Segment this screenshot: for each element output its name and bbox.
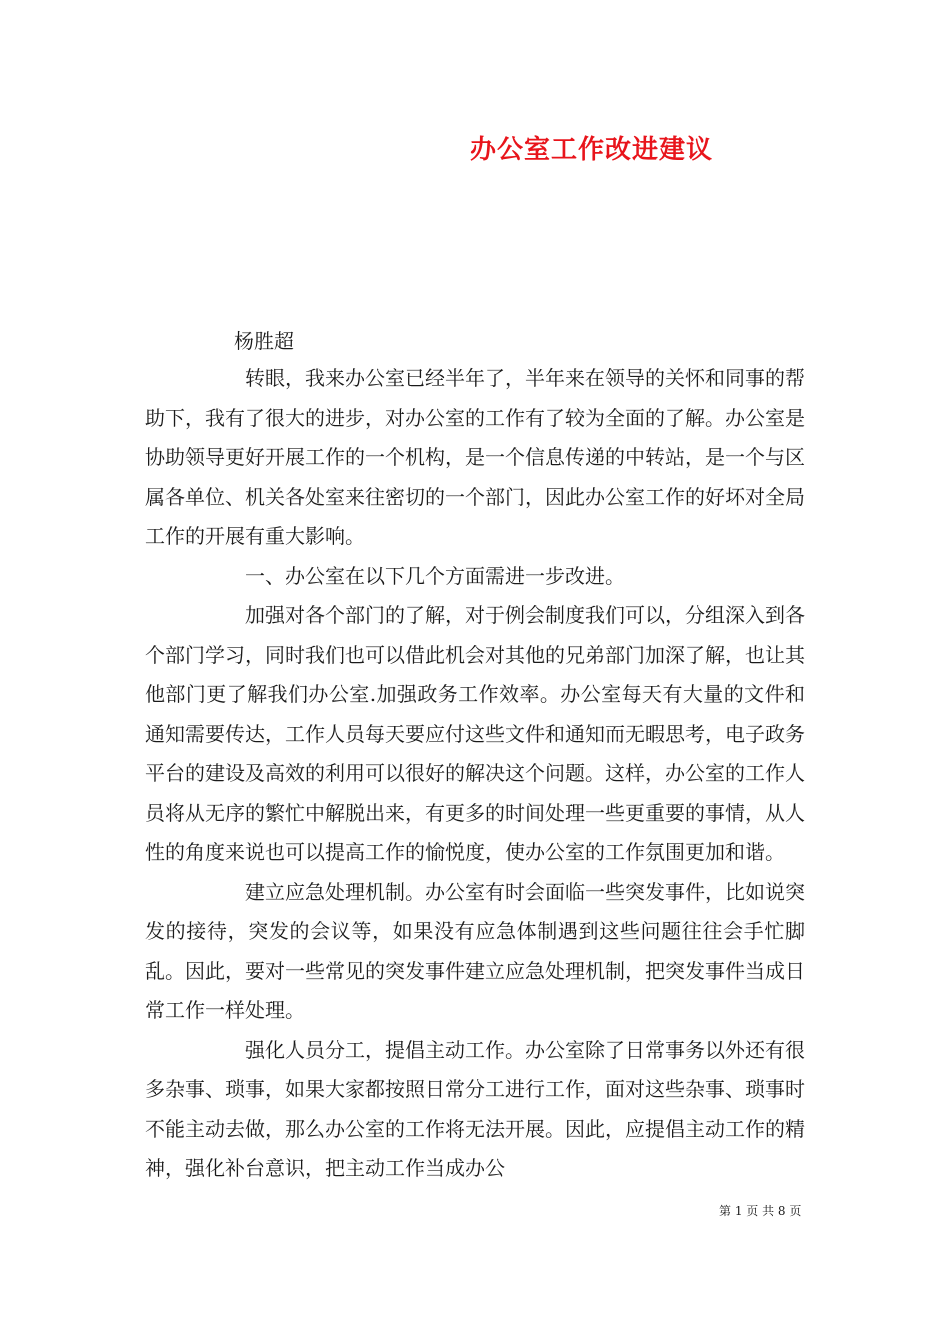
document-title: 办公室工作改进建议	[470, 135, 714, 165]
document-body	[145, 359, 805, 1189]
page-number-footer: 第 1 页 共 8 页	[719, 1204, 802, 1218]
document-author: 杨胜超	[234, 329, 294, 353]
section-heading: 一、办公室在以下几个方面需进一步改进。	[245, 563, 625, 588]
paragraph: 转眼，我来办公室已经半年了，半年来在领导的关怀和同事的帮助下，我有了很大的进步，对办公室的工作有了较为全面的了解。办公室是协助领导更好开展工作的一个机构，是一个信息传递的中转站，是一个与区属各单位、机关各处室来往密切的一个部门，因此办公室工作的好坏对全局工作的开展有重大影响。	[145, 366, 805, 548]
paragraph: 加强对各个部门的了解，对于例会制度我们可以，分组深入到各个部门学习，同时我们也可以借此机会对其他的兄弟部门加深了解，也让其他部门更了解我们办公室.加强政务工作效率。办公室每天有大量的文件和通知需要传达，工作人员每天要应付这些文件和通知而无暇思考，电子政务平台的建设及高效的利用可以很好的解决这个问题。这样，办公室的工作人员将从无序的繁忙中解脱出来，有更多的时间处理一些更重要的事情，从人性的角度来说也可以提高工作的愉悦度，使办公室的工作氛围更加和谐。	[145, 603, 805, 864]
paragraph: 建立应急处理机制。办公室有时会面临一些突发事件，比如说突发的接待，突发的会议等，如果没有应急体制遇到这些问题往往会手忙脚乱。因此，要对一些常见的突发事件建立应急处理机制，把突发事件当成日常工作一样处理。	[145, 879, 805, 1022]
paragraph: 强化人员分工，提倡主动工作。办公室除了日常事务以外还有很多杂事、琐事，如果大家都按照日常分工进行工作，面对这些杂事、琐事时不能主动去做，那么办公室的工作将无法开展。因此，应提倡主动工作的精神，强化补台意识，把主动工作当成办公	[145, 1037, 805, 1180]
